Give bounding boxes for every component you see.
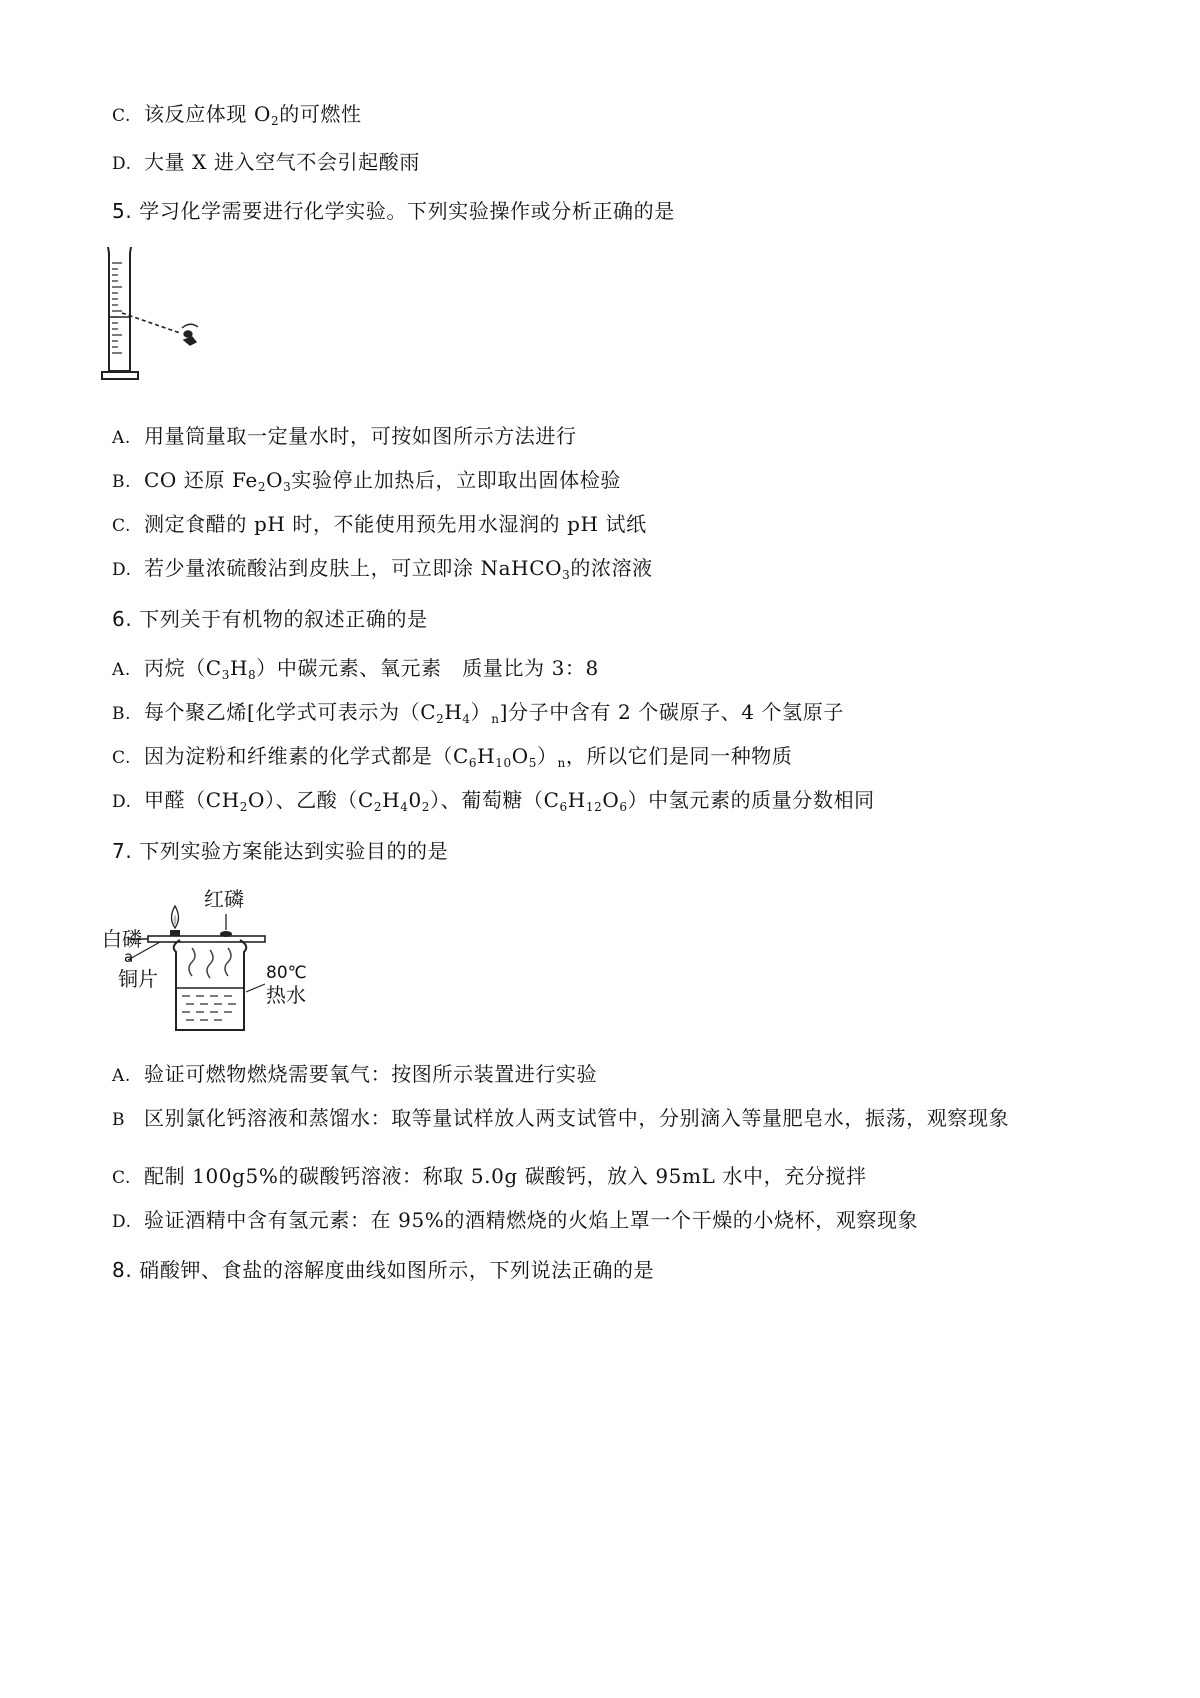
q7-option-b	[112, 1104, 1009, 1134]
subscript: 3	[562, 568, 571, 582]
label-red-phosphorus: 红磷	[204, 887, 244, 911]
option-text: 因为淀粉和纤维素的化学式都是（C	[144, 744, 469, 768]
option-text: 大量 X 进入空气不会引起酸雨	[144, 150, 420, 174]
q6-option-a	[112, 654, 599, 684]
subscript: n	[557, 756, 566, 770]
option-text: H	[477, 744, 496, 768]
q4-option-c	[112, 100, 362, 130]
option-text: H	[229, 656, 248, 680]
subscript: 2	[436, 712, 445, 726]
q5-option-a	[112, 422, 577, 452]
option-text: 0	[408, 788, 422, 812]
label-temperature: 80℃	[266, 963, 307, 983]
option-text: 的可燃性	[279, 102, 362, 126]
option-text: H	[567, 788, 586, 812]
subscript: 6	[468, 756, 478, 770]
option-label: B	[112, 1110, 126, 1130]
q6-stem: 6. 下列关于有机物的叙述正确的是	[112, 607, 428, 631]
subscript: 2	[373, 800, 383, 814]
subscript: 2	[421, 800, 431, 814]
q7-option-d	[112, 1206, 918, 1236]
subscript: 3	[221, 668, 230, 682]
subscript: 2	[239, 800, 248, 814]
option-text: 验证酒精中含有氢元素：在 95%的酒精燃烧的火焰上罩一个干燥的小烧杯，观察现象	[144, 1208, 919, 1232]
option-text: ）	[470, 700, 492, 724]
option-text: 每个聚乙烯[化学式可表示为（C	[144, 700, 437, 724]
q7-option-c	[112, 1162, 867, 1192]
subscript: 4	[462, 712, 471, 726]
option-label: A.	[112, 428, 131, 448]
option-text: 若少量浓硫酸沾到皮肤上，可立即涂 NaHCO	[144, 556, 563, 580]
option-text: 的浓溶液	[570, 556, 653, 580]
label-point-a: a	[124, 948, 134, 966]
label-hot-water: 热水	[266, 983, 306, 1007]
graduated-cylinder-figure	[98, 243, 218, 388]
subscript: 4	[400, 800, 409, 814]
subscript: 3	[283, 480, 292, 494]
q5-option-d	[112, 554, 653, 584]
option-text: ，所以它们是同一种物质	[565, 744, 793, 768]
q6-option-b	[112, 698, 844, 728]
q6-option-c	[112, 742, 793, 772]
option-text: H	[382, 788, 401, 812]
subscript: 2	[257, 480, 267, 494]
option-label: C.	[112, 106, 132, 126]
q7-option-a	[112, 1060, 597, 1090]
option-text: O	[511, 744, 529, 768]
label-copper-sheet: 铜片	[118, 967, 158, 991]
q5-stem: 5. 学习化学需要进行化学实验。下列实验操作或分析正确的是	[112, 199, 675, 223]
option-text: O	[266, 468, 284, 492]
q7-stem: 7. 下列实验方案能达到实验目的的是	[112, 839, 449, 863]
subscript: 2	[270, 114, 280, 128]
option-text: ]分子中含有 2 个碳原子、4 个氢原子	[499, 700, 844, 724]
option-label: C.	[112, 748, 132, 768]
option-label: C.	[112, 1168, 132, 1188]
option-text: 丙烷（C	[144, 656, 222, 680]
subscript: n	[491, 712, 500, 726]
phosphorus-combustion-figure	[100, 880, 330, 1040]
option-text: 验证可燃物燃烧需要氧气：按图所示装置进行实验	[144, 1062, 598, 1086]
option-text: ）	[536, 744, 558, 768]
option-label: A.	[112, 1066, 131, 1086]
option-label: B.	[112, 704, 132, 724]
subscript: 10	[495, 756, 512, 770]
option-label: D.	[112, 154, 132, 174]
subscript: 5	[528, 756, 537, 770]
option-text: 配制 100g5%的碳酸钙溶液：称取 5.0g 碳酸钙，放入 95mL 水中，充分搅拌	[144, 1164, 867, 1188]
option-text: 该反应体现 O	[144, 102, 271, 126]
option-text: 用量筒量取一定量水时，可按如图所示方法进行	[144, 424, 577, 448]
option-text: CO 还原 Fe	[144, 468, 258, 492]
option-label: A.	[112, 660, 131, 680]
option-text: ）中氢元素的质量分数相同	[627, 788, 875, 812]
option-label: D.	[112, 1212, 132, 1232]
q5-option-c	[112, 510, 647, 540]
option-text: ）、葡萄糖（C	[430, 788, 560, 812]
option-text: 区别氯化钙溶液和蒸馏水：取等量试样放人两支试管中，分别滴入等量肥皂水，振荡，观察现象	[144, 1106, 1010, 1130]
option-text: H	[444, 700, 463, 724]
subscript: 6	[619, 800, 628, 814]
q4-option-d	[112, 148, 420, 178]
option-text: ）中碳元素、氧元素 质量比为 3：8	[256, 656, 599, 680]
option-text: O	[602, 788, 620, 812]
subscript: 6	[559, 800, 568, 814]
subscript: 8	[248, 668, 257, 682]
option-label: B.	[112, 472, 132, 492]
q6-option-d	[112, 786, 875, 816]
q5-option-b	[112, 466, 621, 496]
option-text: O）、乙酸（C	[248, 788, 374, 812]
label-white-phosphorus: 白磷	[102, 927, 142, 951]
option-label: D.	[112, 560, 132, 580]
subscript: 12	[585, 800, 603, 814]
q8-stem: 8. 硝酸钾、食盐的溶解度曲线如图所示，下列说法正确的是	[112, 1258, 655, 1282]
option-label: D.	[112, 792, 132, 812]
option-text: 实验停止加热后，立即取出固体检验	[291, 468, 621, 492]
option-text: 测定食醋的 pH 时，不能使用预先用水湿润的 pH 试纸	[144, 512, 647, 536]
option-label: C.	[112, 516, 132, 536]
option-text: 甲醛（CH	[144, 788, 240, 812]
